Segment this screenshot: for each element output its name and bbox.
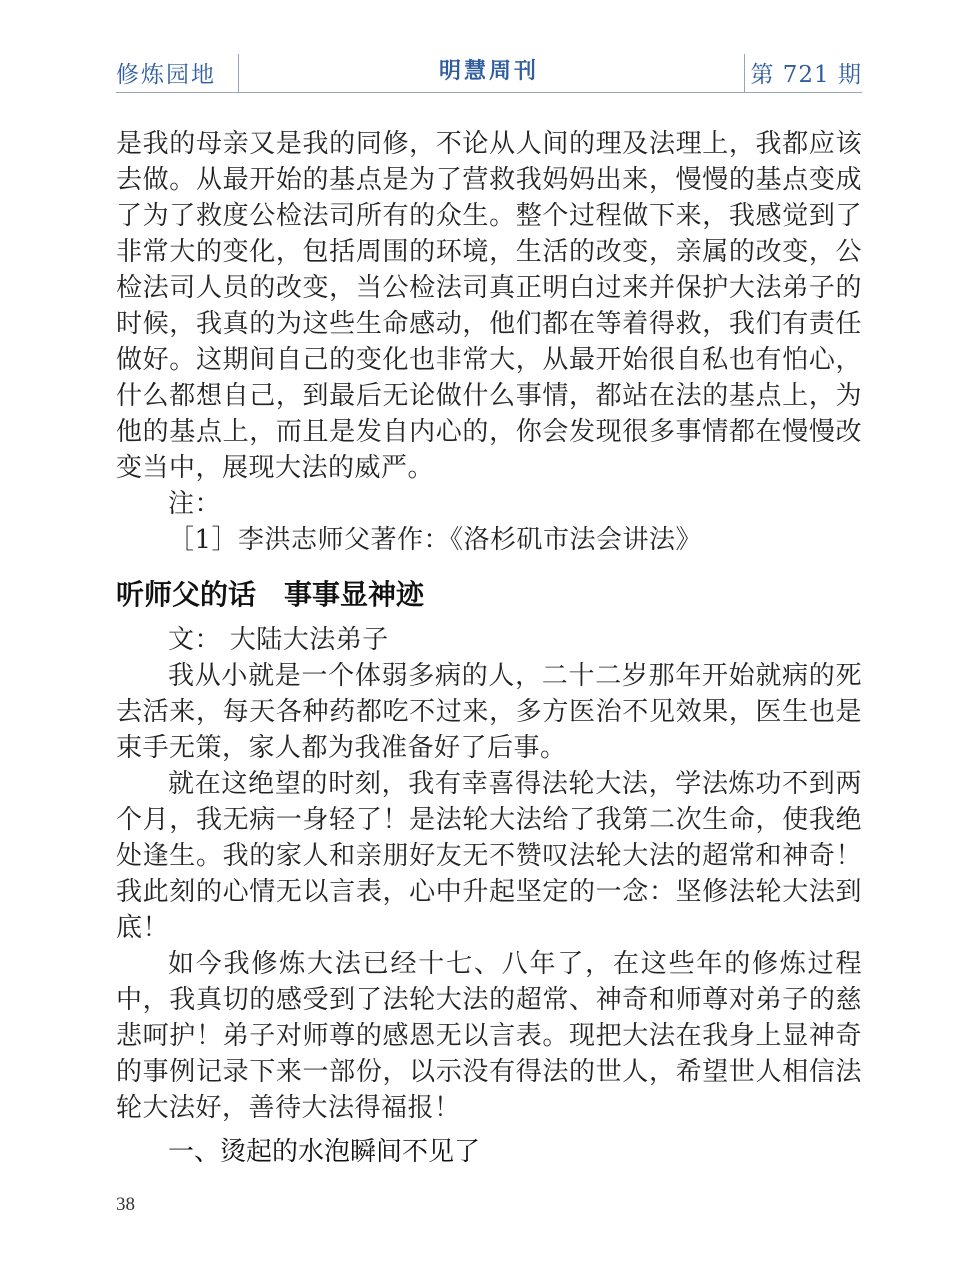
page-content: [116, 126, 862, 1170]
running-header: [116, 44, 862, 93]
article2-paragraph: 如今我修炼大法已经十七、八年了，在这些年的修炼过程中，我真切的感受到了法轮大法的超常、神奇和师尊对弟子的慈悲呵护！弟子对师尊的感恩无以言表。现把大法在我身上显神奇的事例记录下来一部份，以示没有得法的世人，希望世人相信法轮大法好，善待大法得福报！: [116, 949, 862, 1123]
article2-title: 听师父的话 事事显神迹: [116, 578, 425, 611]
article2-subheading: 一、烫起的水泡瞬间不见了: [168, 1137, 481, 1167]
article1-note-label: 注：: [168, 489, 222, 519]
article1-note-1: ［1］李洪志师父著作：《洛杉矶市法会讲法》: [168, 525, 703, 555]
article2-paragraph: 我从小就是一个体弱多病的人，二十二岁那年开始就病的死去活来，每天各种药都吃不过来，多方医治不见效果，医生也是束手无策，家人都为我准备好了后事。: [116, 661, 862, 763]
article1-body: 是我的母亲又是我的同修，不论从人间的理及法理上，我都应该去做。从最开始的基点是为了营救我妈妈出来，慢慢的基点变成了为了救度公检法司所有的众生。整个过程做下来，我感觉到了非常大的变化，包括周围的环境，生活的改变，亲属的改变，公检法司人员的改变，当公检法司真正明白过来并保护大法弟子的时候，我真的为这些生命感动，他们都在等着得救，我们有责任做好。这期间自己的变化也非常大，从最开始很自私也有怕心，什么都想自己，到最后无论做什么事情，都站在法的基点上，为他的基点上，而且是发自内心的，你会发现很多事情都在慢慢改变当中，展现大法的威严。: [116, 129, 862, 483]
page-number: 38: [116, 1194, 135, 1215]
article2-byline: 文： 大陆大法弟子: [168, 625, 389, 655]
header-publication-title: 明慧周刊: [438, 59, 539, 84]
header-issue-number: 第 721 期: [750, 62, 862, 88]
header-divider-right: [744, 54, 745, 92]
header-section-name: 修炼园地: [116, 62, 216, 88]
article2-paragraph: 就在这绝望的时刻，我有幸喜得法轮大法，学法炼功不到两个月，我无病一身轻了！是法轮大法给了我第二次生命，使我绝处逢生。我的家人和亲朋好友无不赞叹法轮大法的超常和神奇！我此刻的心情无以言表，心中升起坚定的一念：坚修法轮大法到底！: [116, 769, 862, 943]
